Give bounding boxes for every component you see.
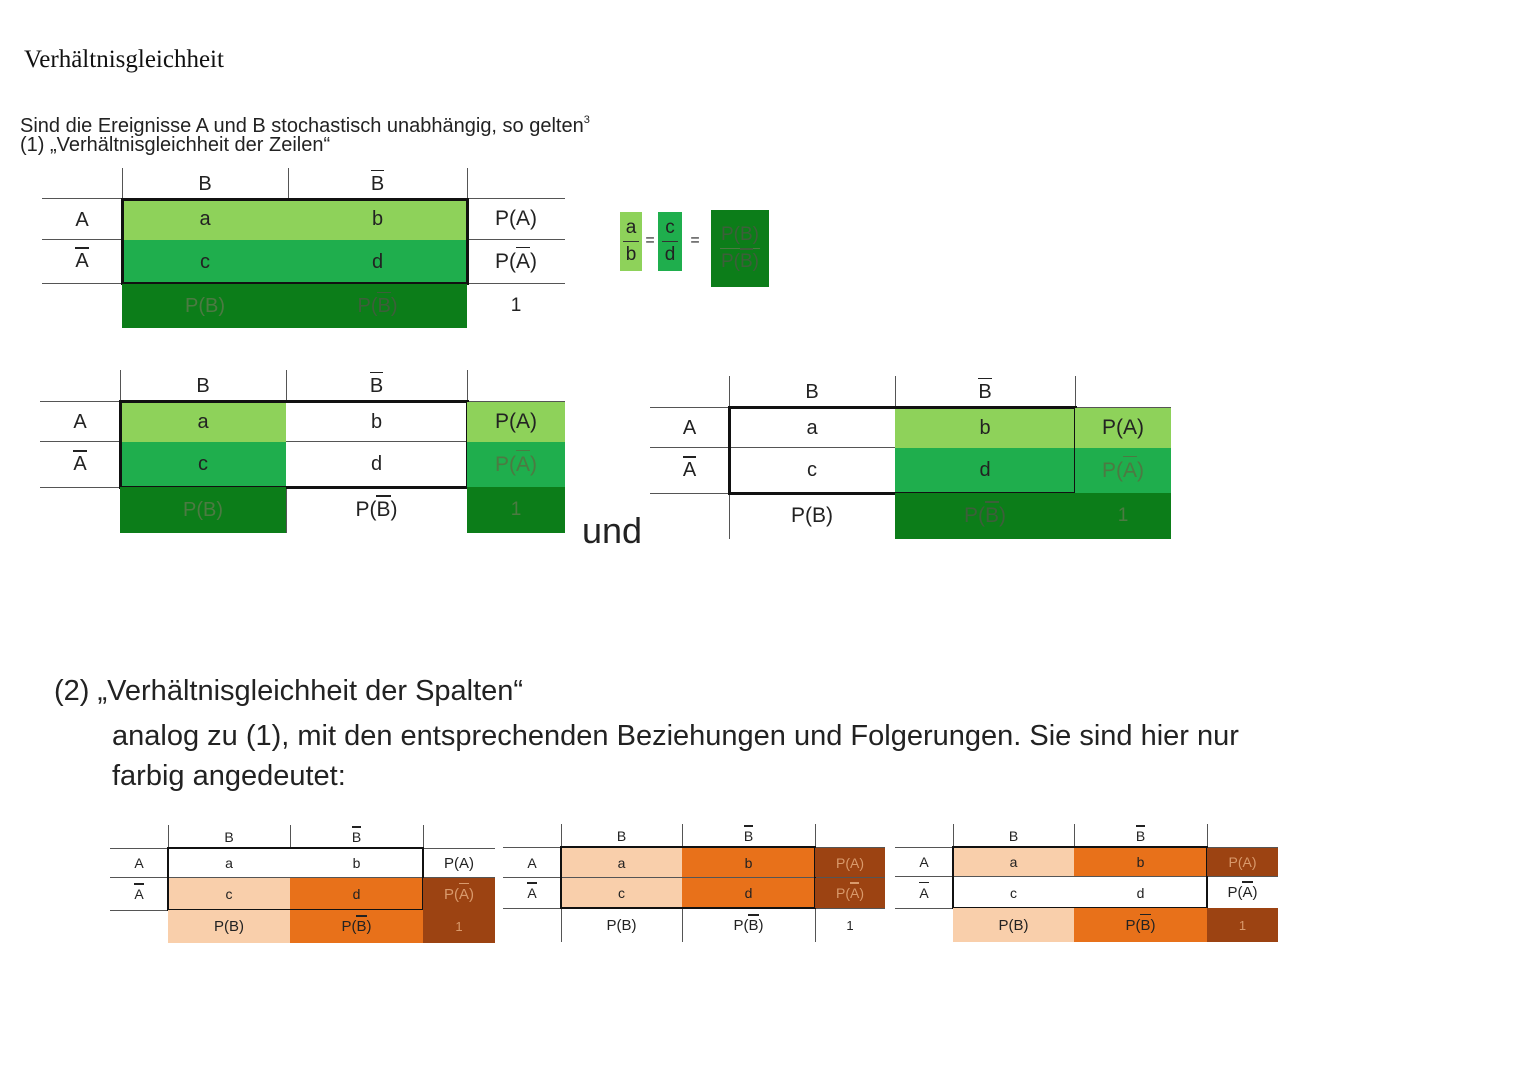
- cell-a: a: [806, 416, 818, 439]
- equals-sign: =: [690, 232, 700, 249]
- cell-c: c: [1010, 884, 1017, 901]
- cell-c: c: [561, 878, 682, 908]
- highlight-frame: [952, 846, 1208, 909]
- cell-PA: P(A): [1075, 408, 1171, 448]
- cell-a: a: [122, 199, 288, 240]
- highlight-frame: [728, 406, 1077, 495]
- row-label-A-bar: A: [73, 453, 87, 475]
- section1-heading: (1) „Verhältnisgleichheit der Zeilen“: [20, 134, 331, 156]
- cell-PB: P(B): [606, 917, 637, 934]
- highlight-frame: [121, 198, 469, 285]
- und-label: und: [582, 510, 643, 551]
- header-B: B: [198, 172, 212, 195]
- cell-d: d: [895, 448, 1075, 493]
- fraction-c-d: c d: [658, 212, 682, 271]
- cell-PB-bar: P( B ): [290, 910, 423, 943]
- header-B-bar: B: [743, 828, 754, 844]
- cell-d: d: [1136, 884, 1145, 901]
- fraction-a-b: a b: [620, 212, 642, 271]
- row-label-A: A: [919, 854, 929, 870]
- cell-PB: P(B): [791, 504, 833, 527]
- cell-a: a: [953, 848, 1074, 876]
- header-B-bar: B: [1135, 828, 1146, 844]
- cell-PA-bar: P( A ): [815, 878, 885, 908]
- highlight-frame: [560, 846, 816, 909]
- equals-sign: =: [645, 232, 655, 249]
- header-B: B: [224, 829, 234, 845]
- row-label-A: A: [75, 208, 89, 231]
- header-B: B: [805, 380, 819, 403]
- cell-PB-bar: P( B ): [733, 917, 764, 934]
- section2-text: analog zu (1), mit den entsprechenden Beziehungen und Folgerungen. Sie sind hier nur farbig angedeutet:: [112, 720, 1239, 792]
- header-B-bar: B: [370, 172, 385, 195]
- cell-one: 1: [846, 918, 854, 933]
- cell-one: 1: [467, 487, 565, 533]
- header-B-bar: B: [369, 374, 384, 397]
- cell-PA: P(A): [467, 402, 565, 442]
- cell-a: a: [225, 855, 233, 871]
- header-B-bar: B: [978, 380, 992, 403]
- cell-PB-bar: P( B ): [288, 284, 467, 328]
- section2-heading: (2) „Verhältnisgleichheit der Spalten“: [54, 675, 524, 707]
- cell-one: 1: [1207, 908, 1278, 942]
- cell-PA: P(A): [815, 848, 885, 877]
- cell-a: a: [561, 848, 682, 877]
- header-B: B: [196, 374, 210, 397]
- cell-PB-bar: P( B ): [355, 498, 398, 521]
- header-B: B: [616, 828, 627, 844]
- cell-d: d: [682, 878, 815, 908]
- row-label-A: A: [682, 416, 697, 439]
- cell-PB: P(B): [953, 908, 1074, 942]
- header-B: B: [1008, 828, 1019, 844]
- cell-PB: P(B): [120, 487, 286, 533]
- row-label-A-bar: A: [682, 459, 697, 481]
- cell-PA-bar: P( A ): [423, 878, 495, 910]
- header-B-bar: B: [351, 829, 362, 845]
- footnote-marker: 3: [583, 114, 590, 126]
- cell-one: 1: [1075, 493, 1171, 539]
- row-label-A: A: [527, 854, 537, 871]
- row-label-A-bar: A: [134, 886, 144, 902]
- highlight-frame: [167, 847, 424, 911]
- row-label-A: A: [134, 855, 144, 871]
- cell-one: 1: [510, 295, 522, 316]
- cell-PA-bar: P( A ): [1227, 884, 1258, 901]
- page-title: Verhältnisgleichheit: [24, 46, 224, 73]
- cell-PA: P(A): [444, 854, 474, 872]
- cell-PA: P(A): [1207, 848, 1278, 876]
- intro-text: Sind die Ereignisse A und B stochastisch unabhängig, so gelten$^3$: [20, 114, 590, 137]
- cell-b: b: [1074, 848, 1207, 876]
- cell-b: b: [370, 410, 383, 433]
- fraction-PB-PBbar: P(B) P(B): [711, 210, 769, 287]
- cell-PB-bar: P( B ): [1074, 908, 1207, 942]
- cell-PA-bar: P( A ): [494, 249, 537, 273]
- cell-c: c: [122, 240, 288, 284]
- cell-b: b: [288, 199, 467, 240]
- row-label-A: A: [73, 410, 87, 433]
- cell-PB-bar: P( B ): [895, 493, 1075, 539]
- highlight-frame: [119, 400, 469, 489]
- cell-d: d: [290, 878, 423, 910]
- cell-c: c: [168, 878, 290, 910]
- cell-c: c: [120, 442, 286, 487]
- cell-d: d: [370, 453, 383, 475]
- cell-PA-bar: P( A ): [467, 442, 565, 487]
- row-label-A-bar: A: [919, 884, 929, 901]
- cell-b: b: [682, 848, 815, 877]
- cell-d: d: [288, 240, 467, 284]
- cell-PB: P(B): [122, 284, 288, 328]
- cell-a: a: [120, 402, 286, 442]
- cell-PA: P(A): [495, 207, 537, 230]
- cell-b: b: [895, 408, 1075, 448]
- cell-b: b: [352, 855, 361, 871]
- cell-one: 1: [423, 910, 495, 943]
- cell-c: c: [807, 459, 817, 481]
- row-label-A-bar: A: [527, 885, 537, 901]
- row-label-A-bar: A: [75, 250, 89, 272]
- cell-PB: P(B): [168, 910, 290, 943]
- cell-PA-bar: P( A ): [1075, 448, 1171, 493]
